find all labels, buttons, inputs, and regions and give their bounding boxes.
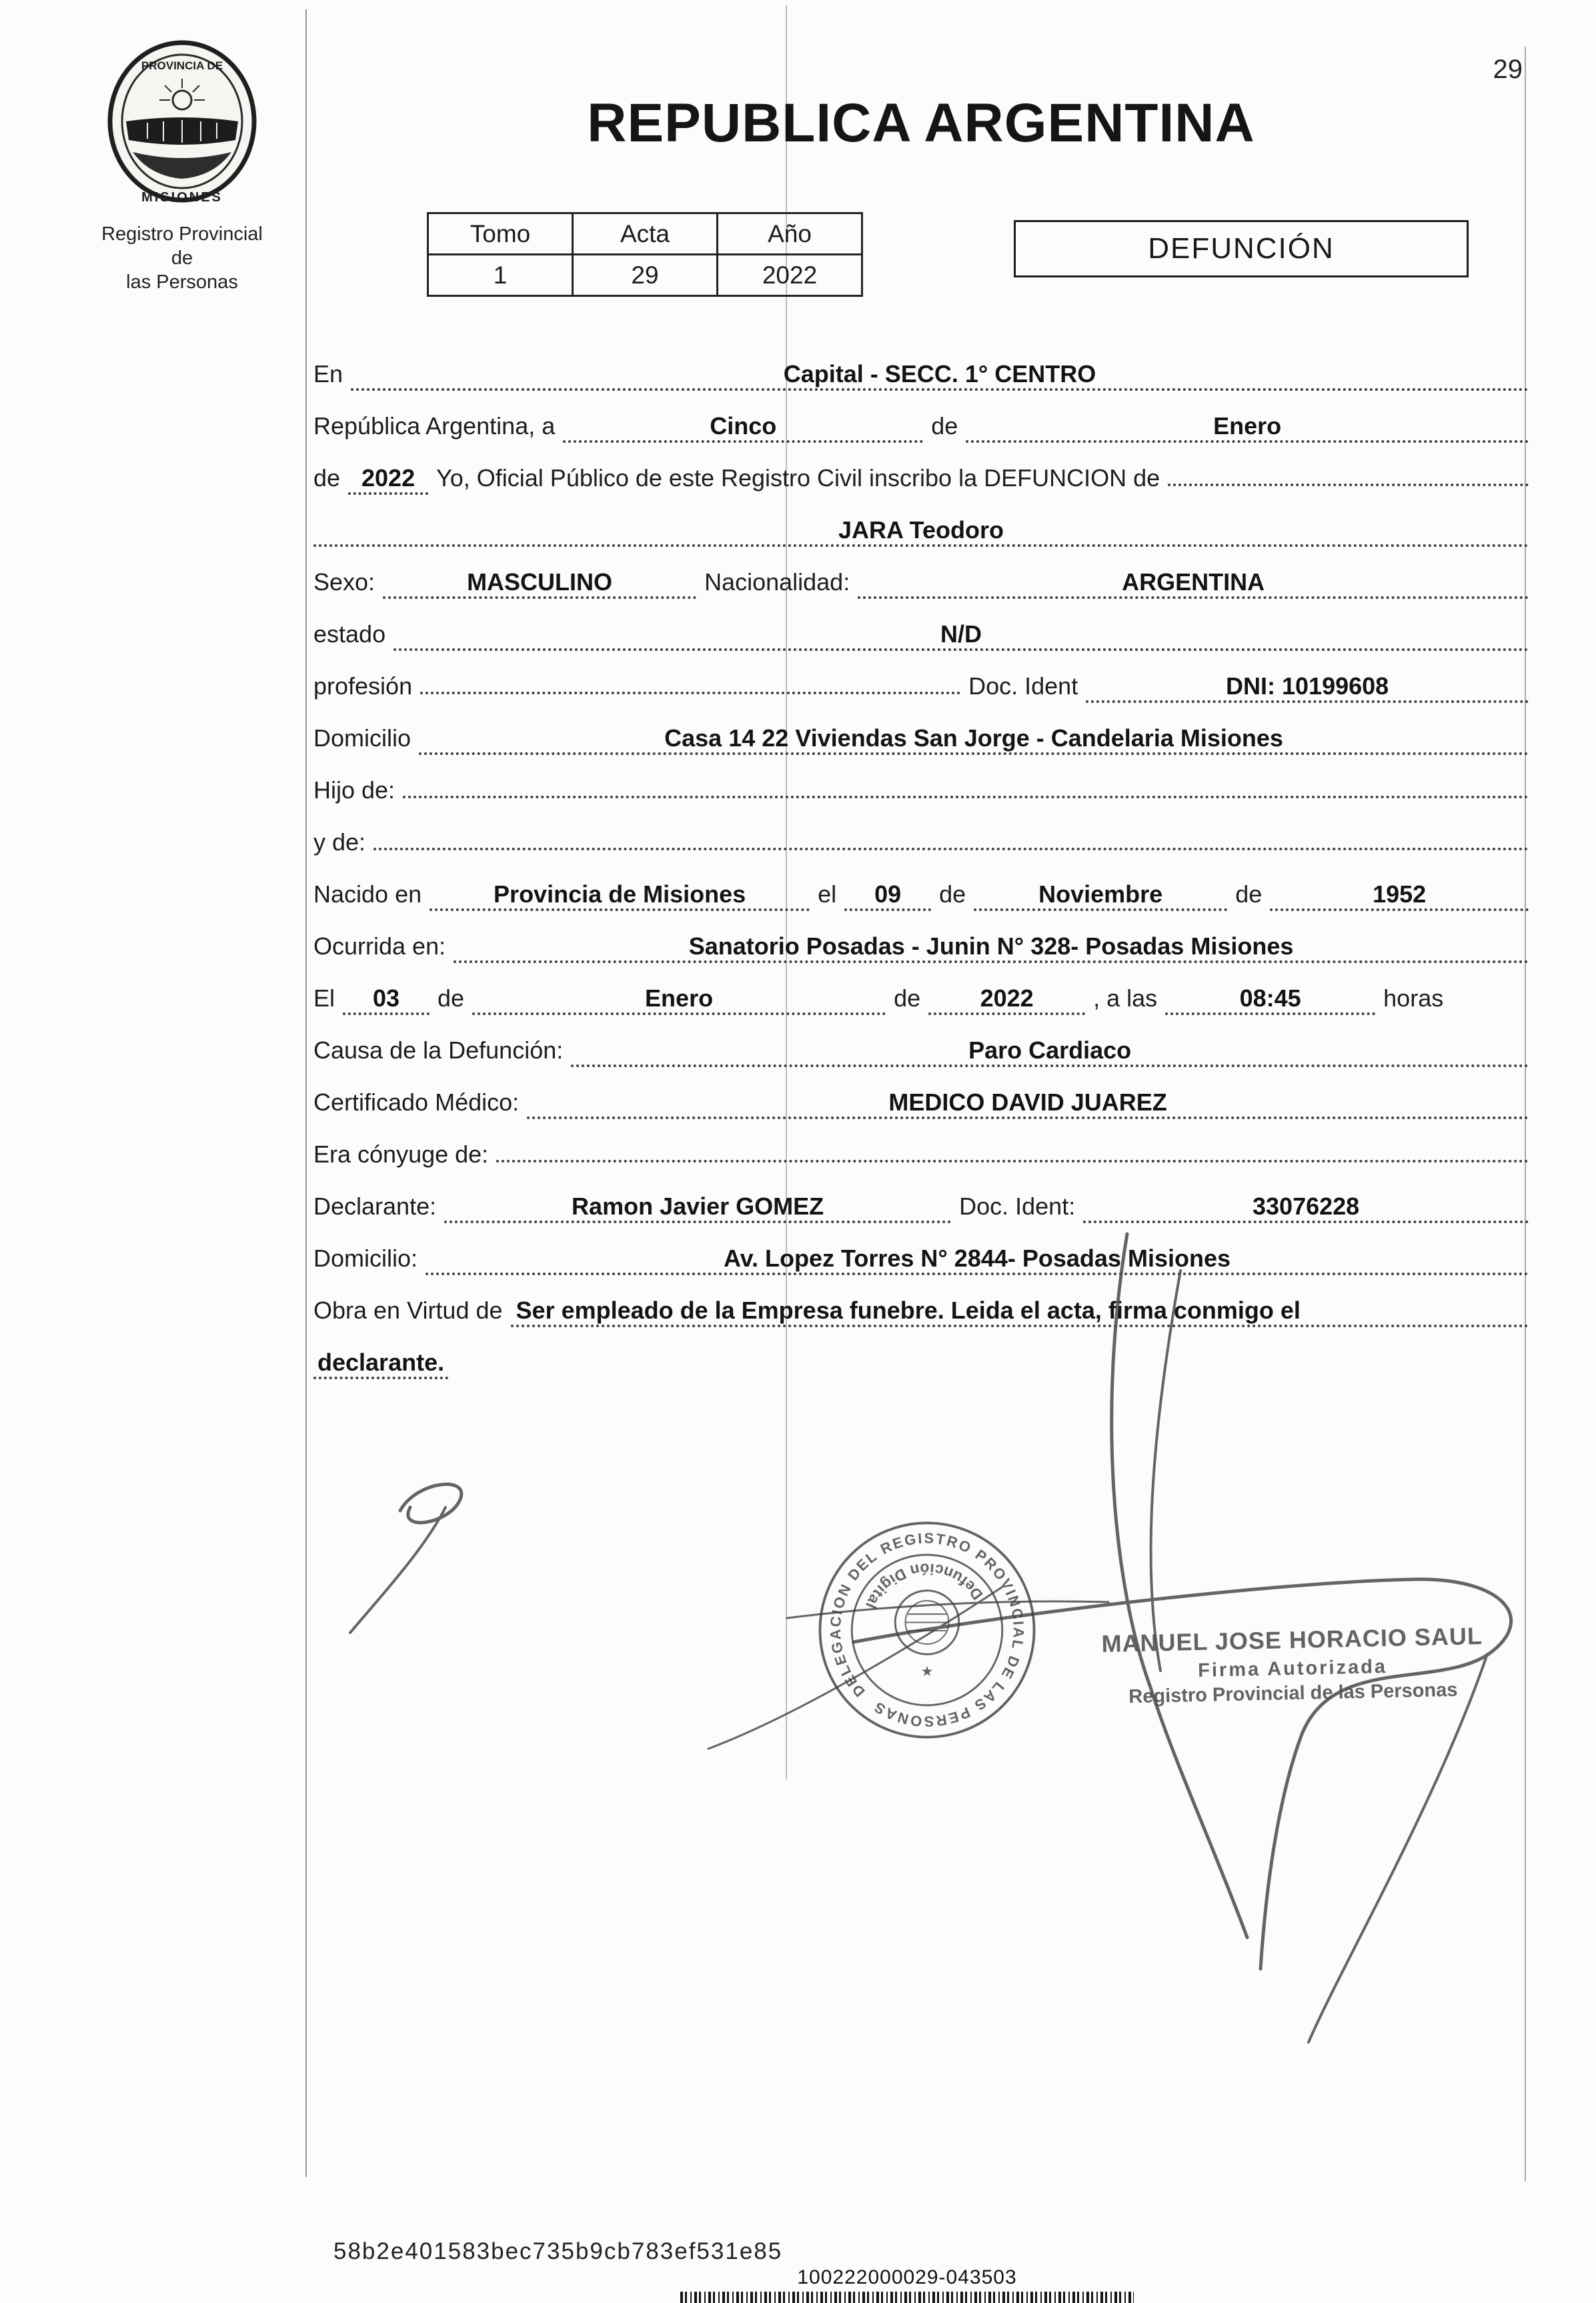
index-table-header-tomo: Tomo bbox=[428, 213, 573, 255]
registration-month-value: Enero bbox=[966, 412, 1529, 443]
de-label-6: de bbox=[894, 984, 921, 1012]
index-table-value-ano: 2022 bbox=[718, 255, 862, 296]
form-row-deceased-name bbox=[313, 516, 1529, 544]
svg-text:DELEGACION DEL REGISTRO PROVIN bbox=[827, 1530, 1027, 1730]
document-title: REPUBLICA ARGENTINA bbox=[587, 93, 1255, 153]
logo-caption-line2: las Personas bbox=[126, 271, 238, 293]
el-label: el bbox=[818, 880, 837, 908]
republic-label: República Argentina, a bbox=[313, 412, 556, 440]
birth-year-value: 1952 bbox=[1270, 880, 1529, 911]
index-table-header-ano: Año bbox=[718, 213, 862, 255]
logo-caption-line1: Registro Provincial de bbox=[101, 223, 263, 269]
medical-certificate-label: Certificado Médico: bbox=[313, 1088, 520, 1116]
misiones-coat-of-arms-icon bbox=[103, 39, 261, 209]
form-row-mother bbox=[313, 828, 1529, 856]
authorized-name: MANUEL JOSE HORACIO SAUL bbox=[1101, 1622, 1483, 1657]
birth-month-value: Noviembre bbox=[974, 880, 1227, 911]
death-day-value: 03 bbox=[343, 984, 430, 1015]
nationality-value: ARGENTINA bbox=[858, 568, 1529, 599]
index-table bbox=[427, 212, 863, 297]
father-label: Hijo de: bbox=[313, 776, 395, 804]
scan-fold-line-left bbox=[305, 9, 307, 2177]
index-table-header-row bbox=[428, 213, 862, 255]
sex-value: MASCULINO bbox=[383, 568, 696, 599]
record-type-label: DEFUNCIÓN bbox=[1148, 232, 1335, 265]
provincial-logo-block bbox=[99, 39, 265, 294]
form-row-death-date bbox=[313, 984, 1529, 1012]
index-table-value-acta: 29 bbox=[573, 255, 718, 296]
page-number: 29 bbox=[1493, 55, 1523, 84]
form-row-cause-of-death bbox=[313, 1036, 1529, 1064]
address-value: Casa 14 22 Viviendas San Jorge - Candelaria Misiones bbox=[419, 724, 1529, 755]
form-row-place bbox=[313, 360, 1529, 388]
declarant-name-value: Ramon Javier GOMEZ bbox=[444, 1193, 951, 1223]
certificate-form bbox=[313, 360, 1529, 1401]
sex-label: Sexo: bbox=[313, 568, 375, 596]
de-label-2: de bbox=[313, 464, 341, 492]
registration-day-value: Cinco bbox=[563, 412, 923, 443]
barcode-block bbox=[680, 2266, 1134, 2303]
father-value-blank bbox=[403, 796, 1529, 798]
registration-year-value: 2022 bbox=[348, 464, 428, 495]
round-stamp-outer-text: DELEGACION DEL REGISTRO PROVINCIAL DE LAS PERSONAS bbox=[826, 1529, 1028, 1730]
form-row-profession-document bbox=[313, 672, 1529, 700]
death-place-value: Sanatorio Posadas - Junin N° 328- Posadas Misiones bbox=[454, 932, 1529, 963]
de-label-1: de bbox=[931, 412, 958, 440]
by-virtue-value-line1: Ser empleado de la Empresa funebre. Leida el acta, firma conmigo el bbox=[511, 1297, 1529, 1327]
form-row-deceased-address bbox=[313, 724, 1529, 752]
svg-text:Defunción Digital bbox=[862, 1560, 986, 1612]
index-table-value-tomo: 1 bbox=[428, 255, 573, 296]
place-label: En bbox=[313, 360, 343, 388]
declarant-address-value: Av. Lopez Torres N° 2844- Posadas Misiones bbox=[426, 1245, 1529, 1275]
death-year-value: 2022 bbox=[928, 984, 1085, 1015]
birth-place-value: Provincia de Misiones bbox=[430, 880, 810, 911]
official-statement-text: Yo, Oficial Público de este Registro Civil inscribo la DEFUNCION de bbox=[436, 464, 1160, 492]
form-row-by-virtue-of bbox=[313, 1297, 1529, 1325]
round-stamp-inner-text: Defunción Digital bbox=[862, 1560, 986, 1613]
nationality-label: Nacionalidad: bbox=[704, 568, 850, 596]
form-row-declarant bbox=[313, 1193, 1529, 1221]
marital-status-label: estado bbox=[313, 620, 386, 648]
birth-day-value: 09 bbox=[844, 880, 931, 911]
marital-status-value: N/D bbox=[393, 620, 1529, 651]
authorized-office: Registro Provincial de las Personas bbox=[1128, 1679, 1458, 1708]
profession-label: profesión bbox=[313, 672, 413, 700]
el2-label: El bbox=[313, 984, 335, 1012]
form-row-spouse bbox=[313, 1140, 1529, 1169]
form-row-birth bbox=[313, 880, 1529, 908]
doc-ident-value: DNI: 10199608 bbox=[1086, 672, 1529, 703]
form-row-death-place bbox=[313, 932, 1529, 960]
form-row-registration-date bbox=[313, 412, 1529, 440]
stamp-star-icon: ★ bbox=[920, 1663, 934, 1679]
death-time-value: 08:45 bbox=[1165, 984, 1375, 1015]
deceased-name-value: JARA Teodoro bbox=[313, 516, 1529, 547]
cause-value: Paro Cardiaco bbox=[571, 1036, 1529, 1067]
spouse-label: Era cónyuge de: bbox=[313, 1140, 489, 1168]
logo-banner-bottom: MISIONES bbox=[141, 190, 223, 205]
authorized-signature-stamp bbox=[1098, 1622, 1487, 1709]
occurred-in-label: Ocurrida en: bbox=[313, 932, 446, 960]
form-row-by-virtue-of-continued bbox=[313, 1349, 1529, 1377]
declarant-address-label: Domicilio: bbox=[313, 1245, 418, 1272]
logo-caption bbox=[99, 222, 265, 294]
profession-value-blank bbox=[420, 692, 960, 694]
mother-label: y de: bbox=[313, 828, 366, 856]
cause-label: Causa de la Defunción: bbox=[313, 1036, 564, 1064]
declarant-label: Declarante: bbox=[313, 1193, 437, 1220]
index-table-value-row bbox=[428, 255, 862, 296]
form-row-father bbox=[313, 776, 1529, 804]
de-label-4: de bbox=[1235, 880, 1263, 908]
de-label-3: de bbox=[939, 880, 966, 908]
form-row-marital-status bbox=[313, 620, 1529, 648]
form-row-registration-year bbox=[313, 464, 1529, 492]
by-virtue-value-line2: declarante. bbox=[313, 1349, 448, 1379]
round-delegation-stamp bbox=[812, 1515, 1042, 1745]
address-label: Domicilio bbox=[313, 724, 412, 752]
logo-banner-top: PROVINCIA DE bbox=[141, 59, 223, 72]
document-hash: 58b2e401583bec735b9cb783ef531e85 bbox=[333, 2238, 783, 2264]
death-month-value: Enero bbox=[472, 984, 886, 1015]
barcode-icon bbox=[680, 2292, 1134, 2303]
declarant-doc-value: 33076228 bbox=[1083, 1193, 1529, 1223]
place-value: Capital - SECC. 1° CENTRO bbox=[351, 360, 1529, 391]
mother-value-blank bbox=[373, 848, 1529, 850]
form-row-sex-nationality bbox=[313, 568, 1529, 596]
form-row-declarant-address bbox=[313, 1245, 1529, 1273]
record-type-box bbox=[1014, 220, 1469, 277]
born-in-label: Nacido en bbox=[313, 880, 422, 908]
by-virtue-label: Obra en Virtud de bbox=[313, 1297, 503, 1324]
declarant-doc-label: Doc. Ident: bbox=[959, 1193, 1076, 1220]
index-table-header-acta: Acta bbox=[573, 213, 718, 255]
doc-ident-label: Doc. Ident bbox=[968, 672, 1078, 700]
de-label-5: de bbox=[438, 984, 465, 1012]
spouse-value-blank bbox=[496, 1160, 1529, 1163]
medical-certificate-value: MEDICO DAVID JUAREZ bbox=[527, 1088, 1529, 1119]
horas-label: horas bbox=[1383, 984, 1444, 1012]
a-las-label: , a las bbox=[1093, 984, 1158, 1012]
trailing-dotted-line bbox=[1168, 484, 1529, 486]
barcode-number: 100222000029-043503 bbox=[797, 2266, 1017, 2288]
form-row-medical-certificate bbox=[313, 1088, 1529, 1116]
authorized-title: Firma Autorizada bbox=[1197, 1656, 1388, 1681]
